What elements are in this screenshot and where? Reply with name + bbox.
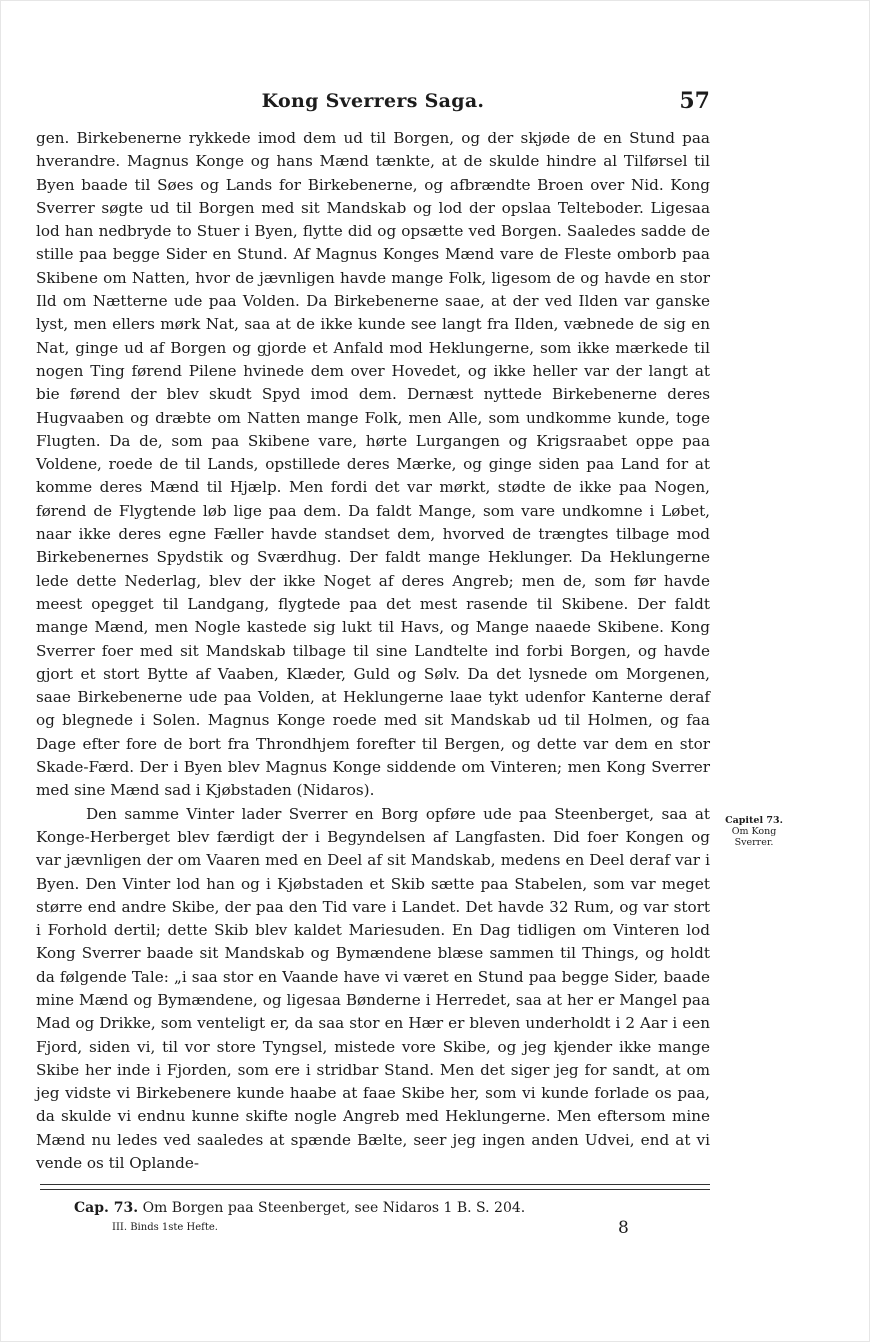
footnote-rule	[40, 1184, 710, 1190]
marginal-note	[718, 815, 790, 848]
printer-signature: III. Binds 1ste Hefte.	[112, 1222, 218, 1233]
footnote-label: Cap. 73.	[74, 1200, 139, 1216]
running-head	[36, 88, 710, 118]
marginal-note-line-2: Om Kong	[731, 826, 777, 837]
marginal-note-line-3: Sverrer.	[734, 837, 774, 848]
running-title: Kong Sverrers Saga.	[261, 90, 485, 112]
marginal-note-chapter: Capitel 73.	[725, 815, 783, 826]
page-number: 57	[679, 88, 710, 114]
footnote	[74, 1199, 710, 1217]
body-text	[36, 127, 710, 1175]
footnote-text: Om Borgen paa Steenberget, see Nidaros 1 B. S. 204.	[142, 1200, 526, 1216]
paragraph-2: Den samme Vinter lader Sverrer en Borg opføre ude paa Steenberget, saa at Konge-Herberget blev færdigt der i Begyndelsen af Langfasten. Did foer Kongen og var jævnligen der om Vaaren med en Deel af sit Mandskab, medens en Deel deraf var i Byen. Den Vinter lod han og i Kjøbstaden et Skib sætte paa Stabelen, som var meget større end andre Skibe, der paa den Tid vare i Landet. Det havde 32 Rum, og var stort i Forhold dertil; dette Skib blev kaldet Mariesuden. En Dag tidligen om Vinteren lod Kong Sverrer baade sit Mandskab og Bymændene blæse sammen til Things, og holdt da følgende Tale: „i saa stor en Vaande have vi været en Stund paa begge Sider, baade mine Mænd og Bymændene, og ligesaa Bønderne i Herredet, saa at her er Mangel paa Mad og Drikke, som venteligt er, da saa stor en Hær er bleven underholdt i 2 Aar i een Fjord, siden vi, til vor store Tyngsel, mistede vore Skibe, og jeg kjender ikke mange Skibe her inde i Fjorden, som ere i stridbar Stand. Men det siger jeg for sandt, at om jeg vidste vi Birkebenere kunde haabe at faae Skibe her, som vi kunde forlade os paa, da skulde vi endnu kunne skifte nogle Angreb med Heklungerne. Men eftersom mine Mænd nu ledes ved saaledes at spænde Bælte, seer jeg ingen anden Udvei, end at vi vende os til Oplande-	[36, 804, 710, 1173]
sheet-number: 8	[618, 1218, 629, 1238]
paragraph-1: gen. Birkebenerne rykkede imod dem ud til Borgen, og der skjøde de en Stund paa hverandre. Magnus Konge og hans Mænd tænkte, at de skulde hindre al Tilførsel til Byen baade til Søes og Lands for Birkebenerne, og afbrændte Broen over Nid. Kong Sverrer søgte ud til Borgen med sit Mandskab og lod der opslaa Telteboder. Ligesaa lod han nedbryde to Stuer i Byen, flytte did og opsætte ved Borgen. Saaledes sadde de stille paa begge Sider en Stund. Af Magnus Konges Mænd vare de Fleste omborb paa Skibene om Natten, hvor de jævnligen havde mange Folk, ligesom de og havde en stor Ild om Nætterne ude paa Volden. Da Birkebenerne saae, at der ved Ilden var ganske lyst, men ellers mørk Nat, saa at de ikke kunde see langt fra Ilden, væbnede de sig en Nat, ginge ud af Borgen og gjorde et Anfald mod Heklungerne, som ikke mærkede til nogen Ting førend Pilene hvinede dem over Hovedet, og ikke heller var der langt at bie førend der blev skudt Spyd imod dem. Dernæst nyttede Birkebenerne deres Hugvaaben og dræbte om Natten mange Folk, men Alle, som undkomme kunde, toge Flugten. Da de, som paa Skibene vare, hørte Lurgangen og Krigsraabet oppe paa Voldene, roede de til Lands, opstillede deres Mærke, og ginge siden paa Land for at komme deres Mænd til Hjælp. Men fordi det var mørkt, stødte de ikke paa Nogen, førend de Flygtende løb lige paa dem. Da faldt Mange, som vare undkomne i Løbet, naar ikke deres egne Fæller havde standset dem, hvorved de trængtes tilbage mod Birkebenernes Spydstik og Sværdhug. Der faldt mange Heklunger. Da Heklungerne lede dette Nederlag, blev der ikke Noget af deres Angreb; men de, som før havde meest opegget til Landgang, flygtede paa det mest rasende til Skibene. Der faldt mange Mænd, men Nogle kastede sig lukt til Havs, og Mange naaede Skibene. Kong Sverrer foer med sit Mandskab tilbage til sine Landtelte ind forbi Borgen, og havde gjort et stort Bytte af Vaaben, Klæder, Guld og Sølv. Da det lysnede om Morgenen, saae Birkebenerne ude paa Volden, at Heklungerne laae tykt udenfor Kanterne deraf og blegnede i Solen. Magnus Konge roede med sit Mandskab ud til Holmen, og faa Dage efter fore de bort fra Throndhjem forefter til Bergen, og dette var dem en stor Skade-Færd. Der i Byen blev Magnus Konge siddende om Vinteren; men Kong Sverrer med sine Mænd sad i Kjøbstaden (Nidaros).	[36, 129, 710, 800]
